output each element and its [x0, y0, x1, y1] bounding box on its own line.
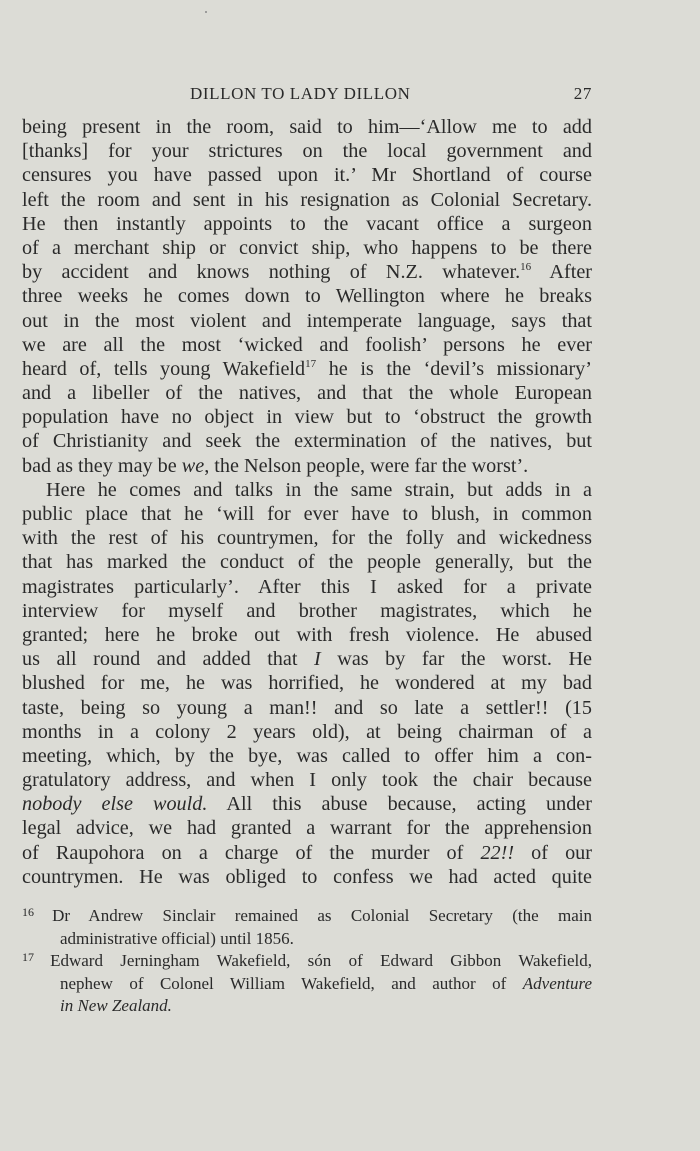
text-line [22, 502, 592, 526]
line-text-continued: All this abuse because, acting under [207, 793, 592, 816]
text-line [22, 623, 592, 647]
text-line [22, 236, 592, 260]
text-line [22, 429, 592, 453]
paper-speck [205, 11, 207, 13]
text-line [22, 768, 592, 792]
line-text: Edward Jerningham Wakefield, són of Edward Gibbon Wakefield, [50, 951, 592, 971]
text-line [22, 841, 592, 865]
text-line [22, 671, 592, 695]
line-text: three weeks he comes down to Wellington where he breaks [22, 285, 592, 308]
line-text-continued: , the Nelson people, were far the worst’. [204, 454, 529, 477]
text-line [22, 720, 592, 744]
line-text: and a libeller of the natives, and that the whole European [22, 382, 592, 405]
text-line [22, 309, 592, 333]
text-line [22, 550, 592, 574]
text-line [22, 357, 592, 381]
page-number: 27 [573, 84, 592, 103]
text-line [22, 905, 592, 928]
text-line [22, 792, 592, 816]
line-text-continued: was by far the worst. He [320, 648, 592, 671]
text-line [22, 139, 592, 163]
line-text: censures you have passed upon it.’ Mr Shortland of course [22, 164, 592, 187]
text-line [22, 405, 592, 429]
italic-text: we [181, 454, 205, 477]
line-text: that has marked the conduct of the people generally, but the [22, 551, 592, 574]
line-text: granted; here he broke out with fresh violence. He abused [22, 623, 592, 646]
text-line [22, 526, 592, 550]
text-line [22, 188, 592, 212]
text-line [22, 744, 592, 768]
line-text: nephew of Colonel William Wakefield, and author of [60, 973, 523, 993]
line-text-continued: of our [514, 841, 592, 864]
footnote-reference: 16 [520, 261, 532, 274]
text-line [22, 599, 592, 623]
footnote-17 [22, 950, 592, 1018]
text-line [22, 950, 592, 973]
line-text: taste, being so young a man!! and so late a settler!! (15 [22, 696, 592, 719]
running-header [22, 84, 592, 108]
line-text: left the room and sent in his resignation as Colonial Secretary. [22, 188, 592, 211]
line-text: of a merchant ship or convict ship, who happens to be there [22, 236, 592, 259]
line-text: countrymen. He was obliged to confess we had acted quite [22, 865, 592, 888]
italic-text: 22!! [480, 841, 515, 864]
body-text [22, 115, 592, 889]
text-line [22, 973, 592, 996]
italic-text: nobody else would. [22, 793, 208, 816]
text-line [22, 816, 592, 840]
line-text: [thanks] for your strictures on the local government and [22, 140, 592, 163]
text-line [22, 478, 592, 502]
running-title: DILLON TO LADY DILLON [190, 84, 411, 103]
line-text: heard of, tells young Wakefield [22, 357, 306, 380]
line-text: bad as they may be [22, 454, 182, 477]
line-text: He then instantly appoints to the vacant office a surgeon [22, 212, 592, 235]
text-line [22, 454, 592, 478]
line-text: gratulatory address, and when I only took the chair because [22, 769, 592, 792]
text-line [22, 284, 592, 308]
text-line [22, 115, 592, 139]
italic-text: I [314, 648, 321, 671]
italic-text: Adventure [522, 973, 592, 993]
line-text: magistrates particularly’. After this I asked for a private [22, 575, 592, 598]
text-line [22, 647, 592, 671]
line-text: blushed for me, he was horrified, he wondered at my bad [22, 672, 592, 695]
footnote-number: 16 [22, 905, 53, 919]
footnotes [22, 905, 592, 1018]
italic-text: in New Zealand. [60, 996, 172, 1016]
line-text: months in a colony 2 years old), at being chairman of a [22, 720, 592, 743]
line-text: with the rest of his countrymen, for the folly and wickedness [22, 527, 592, 550]
line-text-continued: After [531, 261, 592, 284]
text-line [22, 163, 592, 187]
line-text: being present in the room, said to him—‘Allow me to add [22, 116, 592, 138]
line-text: public place that he ‘will for ever have to blush, in common [22, 503, 592, 525]
text-line [22, 575, 592, 599]
line-text: interview for myself and brother magistrates, which he [22, 599, 592, 622]
footnote-reference: 17 [305, 357, 317, 370]
line-text: legal advice, we had granted a warrant for the apprehension [22, 817, 592, 840]
text-line [22, 696, 592, 720]
line-text: administrative official) until 1856. [60, 928, 294, 948]
text-line [22, 381, 592, 405]
text-line [22, 260, 592, 284]
line-text: by accident and knows nothing of N.Z. whatever. [22, 261, 521, 284]
line-text: us all round and added that [22, 648, 314, 671]
text-line [22, 333, 592, 357]
line-text: population have no object in view but to ‘obstruct the growth [22, 406, 592, 429]
text-line [22, 212, 592, 236]
line-text: we are all the most ‘wicked and foolish’ persons he ever [22, 333, 592, 356]
line-text: Dr Andrew Sinclair remained as Colonial Secretary (the main [52, 906, 592, 925]
line-text: Here he comes and talks in the same strain, but adds in a [46, 478, 592, 501]
line-text-continued: he is the ‘devil’s missionary’ [316, 357, 592, 380]
line-text: of Christianity and seek the extermination of the natives, but [22, 430, 592, 453]
text-line [22, 928, 592, 951]
line-text: out in the most violent and intemperate language, says that [22, 309, 592, 332]
footnote-number: 17 [22, 950, 51, 965]
text-line [22, 995, 592, 1018]
text-line [22, 865, 592, 889]
footnote-16 [22, 905, 592, 950]
line-text: meeting, which, by the bye, was called to offer him a con- [22, 744, 592, 767]
line-text: of Raupohora on a charge of the murder of [22, 841, 481, 864]
